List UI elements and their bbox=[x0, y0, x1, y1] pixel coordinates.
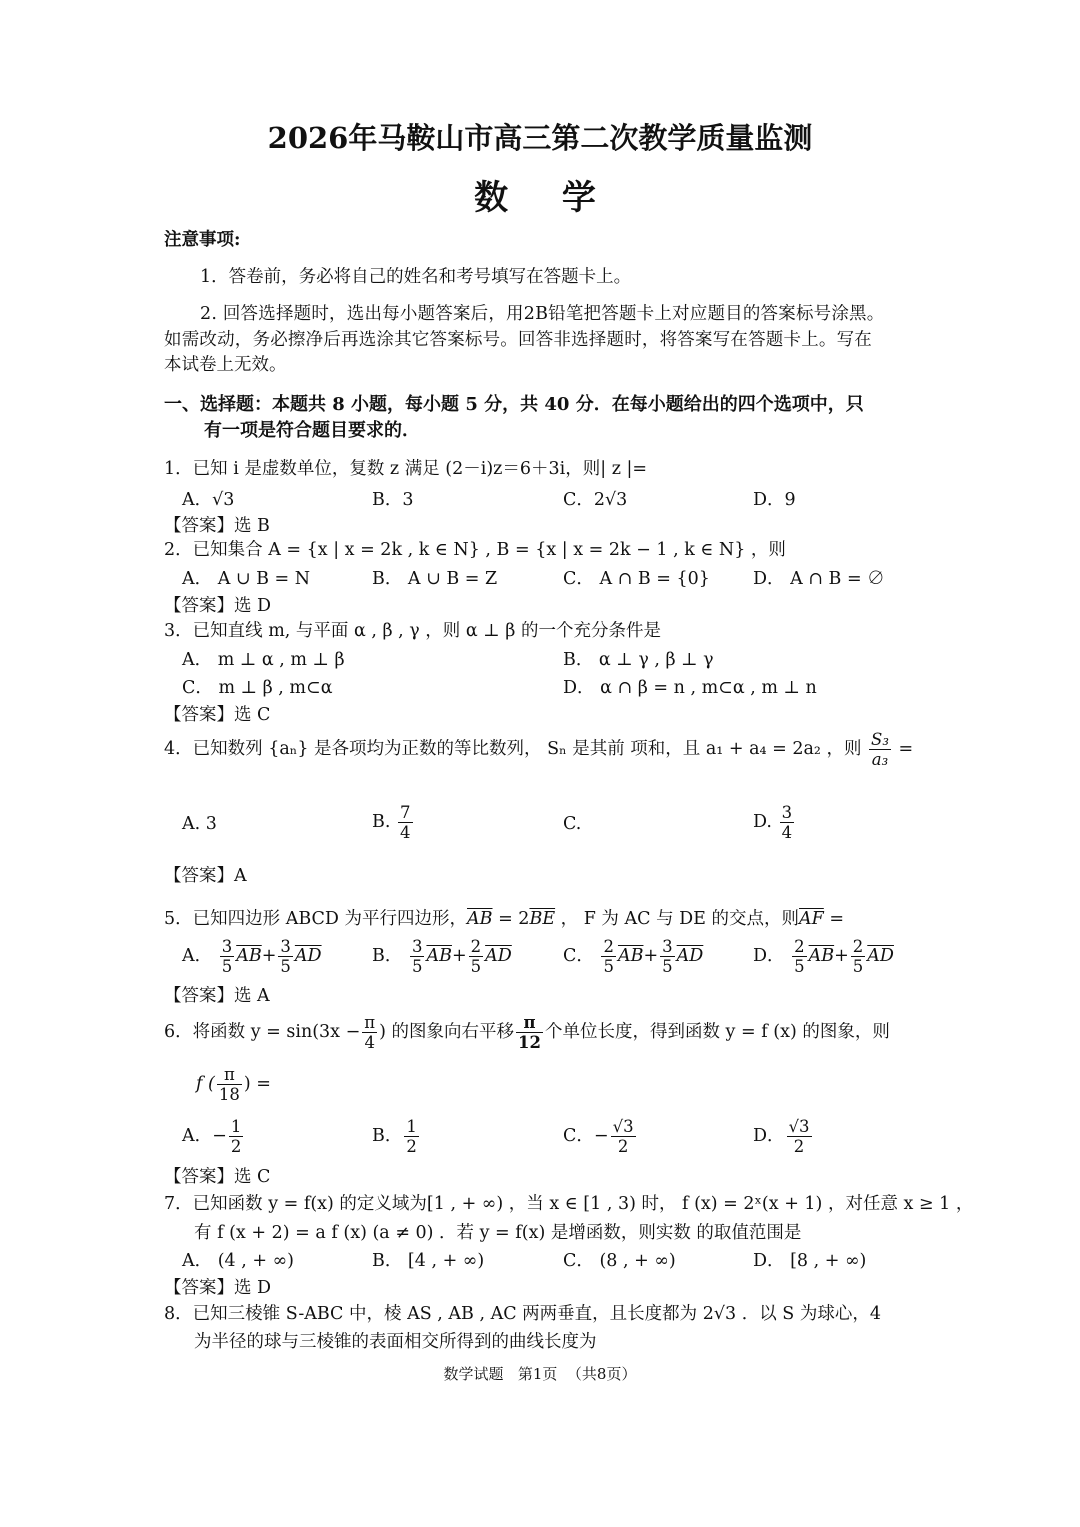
q4-option-d bbox=[753, 798, 796, 846]
q5-option-a bbox=[182, 932, 322, 980]
q5-d-d1: 5 bbox=[794, 957, 805, 976]
q3-option-c: C． m ⊥ β , m⊂α bbox=[182, 678, 333, 698]
q5-b-d1: 5 bbox=[411, 957, 423, 976]
q5-a-frac-2 bbox=[278, 937, 293, 976]
q5-d-plus: + bbox=[834, 946, 849, 966]
q1-option-b: B．3 bbox=[372, 490, 414, 510]
q4-option-d-den: 4 bbox=[781, 823, 793, 842]
q8-stem-line-1: 8．已知三棱锥 S-ABC 中，棱 AS , AB , AC 两两垂直，且长度都为 2√3 ．以 S 为球心，4 bbox=[164, 1304, 881, 1324]
q5-d-d2: 5 bbox=[852, 957, 864, 976]
q6-a-den: 2 bbox=[230, 1137, 242, 1156]
q6-d-label: D． bbox=[753, 1126, 785, 1146]
q5-vec-ab: $\overline{AB}$ bbox=[467, 909, 493, 929]
q6-four: 4 bbox=[364, 1033, 375, 1052]
q2-stem: 2．已知集合 A = {x | x = 2k , k ∈ N} , B = {x | x = 2k − 1 , k ∈ N} ，则 bbox=[164, 540, 786, 560]
q5-b-d2: 5 bbox=[470, 957, 482, 976]
q5-d-n1: 2 bbox=[794, 937, 805, 956]
q6-eighteen: 18 bbox=[218, 1085, 240, 1104]
q5-stem-pre: 5．已知四边形 ABCD 为平行四边形， bbox=[164, 909, 468, 929]
q7-stem-line-2: 有 f (x + 2) = a f (x) (a ≠ 0) ．若 y = f(x) 是增函数，则实数 的取值范围是 bbox=[194, 1223, 802, 1243]
q6-stem-end: 个单位长度，得到函数 y = f (x) 的图象，则 bbox=[545, 1022, 890, 1042]
q3-stem: 3．已知直线 m, 与平面 α , β , γ ，则 α ⊥ β 的一个充分条件是 bbox=[164, 621, 661, 641]
q1-option-a: A．√3 bbox=[182, 490, 235, 510]
q7-option-d: D． [8 , + ∞) bbox=[753, 1251, 867, 1271]
q5-b-n1: 3 bbox=[411, 937, 423, 956]
q6-f-expression bbox=[196, 1062, 271, 1106]
q6-a-frac bbox=[229, 1117, 244, 1156]
q4-equals: = bbox=[898, 739, 914, 759]
q5-a-d2: 5 bbox=[280, 957, 291, 976]
q6-c-num: √3 bbox=[612, 1117, 634, 1136]
q6-a-num: 1 bbox=[230, 1117, 242, 1136]
q4-option-d-frac bbox=[780, 803, 795, 842]
q6-stem-pre: 6．将函数 y = sin(3x − bbox=[164, 1022, 361, 1042]
q5-b-vec-ab: $\overline{AB}$ bbox=[426, 946, 452, 966]
q6-pi-over-12 bbox=[516, 1013, 543, 1052]
q4-option-b-frac bbox=[398, 803, 413, 842]
q8-stem-line-2: 为半径的球与三棱锥的表面相交所得到的曲线长度为 bbox=[194, 1332, 597, 1352]
q6-c-label: C． bbox=[563, 1126, 594, 1146]
q5-option-c bbox=[563, 932, 703, 980]
q5-b-n2: 2 bbox=[470, 937, 482, 956]
q5-b-label: B． bbox=[372, 946, 403, 966]
page-footer: 数学试题 第1页 （共8页） bbox=[443, 1365, 637, 1383]
q1-option-c: C．2√3 bbox=[563, 490, 628, 510]
q4-option-d-label: D. bbox=[753, 812, 772, 832]
q6-pi-over-4 bbox=[362, 1013, 377, 1052]
q5-stem bbox=[164, 907, 844, 931]
q5-c-frac-1 bbox=[601, 937, 616, 976]
q6-a-label: A． bbox=[182, 1126, 213, 1146]
q5-option-b bbox=[372, 932, 512, 980]
q6-d-den: 2 bbox=[793, 1137, 805, 1156]
q5-a-plus: + bbox=[261, 946, 277, 966]
q6-stem-mid: ) 的图象向右平移 bbox=[379, 1022, 515, 1042]
q6-f: f ( bbox=[196, 1074, 215, 1094]
q7-option-b: B． [4 , + ∞) bbox=[372, 1251, 485, 1271]
q4-option-b-label: B. bbox=[372, 812, 391, 832]
q5-eq: = 2 bbox=[492, 909, 530, 929]
q5-a-vec-ab: $\overline{AB}$ bbox=[236, 946, 262, 966]
section-heading-line-1: 一、选择题：本题共 8 小题，每小题 5 分，共 40 分．在每小题给出的四个选项中，只 bbox=[164, 394, 864, 415]
subject-title: 数 学 bbox=[474, 178, 606, 218]
q5-stem-mid: ， F 为 AC 与 DE 的交点，则 bbox=[555, 909, 800, 929]
q6-b-frac bbox=[404, 1117, 419, 1156]
q6-f-end: ) = bbox=[243, 1074, 271, 1094]
q6-option-d bbox=[753, 1114, 814, 1158]
q3-option-a: A． m ⊥ α , m ⊥ β bbox=[182, 650, 345, 670]
notice-item-2-line-3: 本试卷上无效。 bbox=[164, 355, 287, 375]
q6-c-frac bbox=[611, 1117, 636, 1156]
q6-option-a bbox=[182, 1114, 245, 1158]
q4-option-b bbox=[372, 798, 415, 846]
q1-stem: 1．已知 i 是虚数单位，复数 z 满足 (2－i)z＝6＋3i，则| z |= bbox=[164, 459, 648, 479]
q6-c-sign: − bbox=[593, 1126, 609, 1146]
q7-option-c: C． (8 , + ∞) bbox=[563, 1251, 676, 1271]
q5-option-d bbox=[753, 932, 894, 980]
q5-c-plus: + bbox=[643, 946, 659, 966]
q4-ratio-den: a₃ bbox=[871, 750, 889, 769]
q5-b-plus: + bbox=[451, 946, 467, 966]
q7-option-a: A． (4 , + ∞) bbox=[182, 1251, 294, 1271]
q6-pi-over-18 bbox=[217, 1065, 242, 1104]
q5-c-d2: 5 bbox=[662, 957, 673, 976]
q5-d-frac-2 bbox=[851, 937, 866, 976]
q4-option-d-num: 3 bbox=[781, 803, 793, 822]
q5-a-n2: 3 bbox=[280, 937, 291, 956]
q6-option-b bbox=[372, 1114, 421, 1158]
q5-d-label: D． bbox=[753, 946, 785, 966]
section-heading-line-2: 有一项是符合题目要求的． bbox=[204, 420, 420, 441]
q6-twelve: 12 bbox=[518, 1033, 541, 1052]
q5-d-vec-ad: $\overline{AD}$ bbox=[867, 946, 894, 966]
q3-option-b: B． α ⊥ γ , β ⊥ γ bbox=[563, 650, 714, 670]
q5-a-frac-1 bbox=[220, 937, 235, 976]
q4-option-b-num: 7 bbox=[400, 803, 411, 822]
q5-c-n1: 2 bbox=[603, 937, 614, 956]
exam-title: 2026年马鞍山市高三第二次教学质量监测 bbox=[267, 121, 813, 155]
q5-b-frac-1 bbox=[410, 937, 425, 976]
q6-b-num: 1 bbox=[406, 1117, 417, 1136]
q1-option-d: D．9 bbox=[753, 490, 796, 510]
q4-stem bbox=[164, 730, 913, 769]
notice-item-2-line-2: 如需改动，务必擦净后再选涂其它答案标号。回答非选择题时，将答案写在答题卡上。写在 bbox=[164, 330, 872, 350]
q2-answer: 【答案】选 D bbox=[164, 596, 272, 616]
q4-option-b-den: 4 bbox=[400, 823, 411, 842]
notice-item-1: 1．答卷前，务必将自己的姓名和考号填写在答题卡上。 bbox=[200, 267, 632, 287]
q4-stem-text: 4．已知数列 {aₙ} 是各项均为正数的等比数列， Sₙ 是其前 项和，且 a₁ + a₄ = 2a₂ ，则 bbox=[164, 739, 862, 759]
q7-stem-line-1: 7．已知函数 y = f(x) 的定义域为[1 , + ∞) ，当 x ∈ [1 , 3) 时， f (x) = 2ˣ(x + 1) ，对任意 x ≥ 1 ， bbox=[164, 1194, 974, 1214]
q4-answer: 【答案】A bbox=[164, 866, 247, 886]
q6-b-label: B． bbox=[372, 1126, 403, 1146]
q6-c-den: 2 bbox=[617, 1137, 629, 1156]
q5-b-vec-ad: $\overline{AD}$ bbox=[485, 946, 512, 966]
q5-a-label: A． bbox=[182, 946, 213, 966]
q5-c-d1: 5 bbox=[603, 957, 614, 976]
q5-c-vec-ad: $\overline{AD}$ bbox=[676, 946, 704, 966]
q1-answer: 【答案】选 B bbox=[164, 516, 270, 536]
q5-c-n2: 3 bbox=[662, 937, 673, 956]
q2-option-d: D． A ∩ B = ∅ bbox=[753, 569, 885, 589]
q5-vec-be: $\overline{BE}$ bbox=[529, 909, 556, 929]
notice-item-2-line-1: 2. 回答选择题时，选出每小题答案后，用2B铅笔把答题卡上对应题目的答案标号涂黑。 bbox=[200, 304, 885, 324]
q5-stem-end: = bbox=[823, 909, 845, 929]
q6-b-den: 2 bbox=[406, 1137, 417, 1156]
q6-stem bbox=[164, 1010, 890, 1054]
q6-a-sign: − bbox=[212, 1126, 227, 1146]
q2-option-a: A． A ∪ B = N bbox=[182, 569, 311, 589]
q3-option-d: D． α ∩ β = n , m⊂α , m ⊥ n bbox=[563, 678, 817, 698]
q6-d-num: √3 bbox=[788, 1117, 810, 1136]
q4-ratio-num: S₃ bbox=[871, 730, 889, 749]
q5-answer: 【答案】选 A bbox=[164, 986, 270, 1006]
q5-a-d1: 5 bbox=[221, 957, 233, 976]
q6-pi-1: π bbox=[364, 1013, 376, 1032]
q5-d-n2: 2 bbox=[852, 937, 864, 956]
q3-answer: 【答案】选 C bbox=[164, 705, 271, 725]
q4-option-a: A. 3 bbox=[182, 814, 217, 834]
q4-option-c: C. bbox=[563, 814, 582, 834]
q5-c-frac-2 bbox=[660, 937, 675, 976]
q6-pi-3: π bbox=[217, 1065, 242, 1085]
q6-d-frac bbox=[787, 1117, 812, 1156]
q5-d-vec-ab: $\overline{AB}$ bbox=[808, 946, 835, 966]
q6-answer: 【答案】选 C bbox=[164, 1167, 271, 1187]
q5-c-label: C． bbox=[563, 946, 594, 966]
q5-a-vec-ad: $\overline{AD}$ bbox=[294, 946, 322, 966]
q2-option-b: B． A ∪ B = Z bbox=[372, 569, 498, 589]
q5-d-frac-1 bbox=[792, 937, 807, 976]
notice-heading: 注意事项: bbox=[164, 230, 241, 250]
q4-ratio bbox=[869, 730, 891, 769]
q6-option-c bbox=[563, 1114, 638, 1158]
q5-a-n1: 3 bbox=[221, 937, 233, 956]
q5-b-frac-2 bbox=[469, 937, 484, 976]
q7-answer: 【答案】选 D bbox=[164, 1278, 272, 1298]
q5-c-vec-ab: $\overline{AB}$ bbox=[617, 946, 644, 966]
q2-option-c: C． A ∩ B = {0} bbox=[563, 569, 710, 589]
q6-pi-2: π bbox=[516, 1013, 543, 1033]
q5-vec-af: $\overline{AF}$ bbox=[799, 909, 824, 929]
